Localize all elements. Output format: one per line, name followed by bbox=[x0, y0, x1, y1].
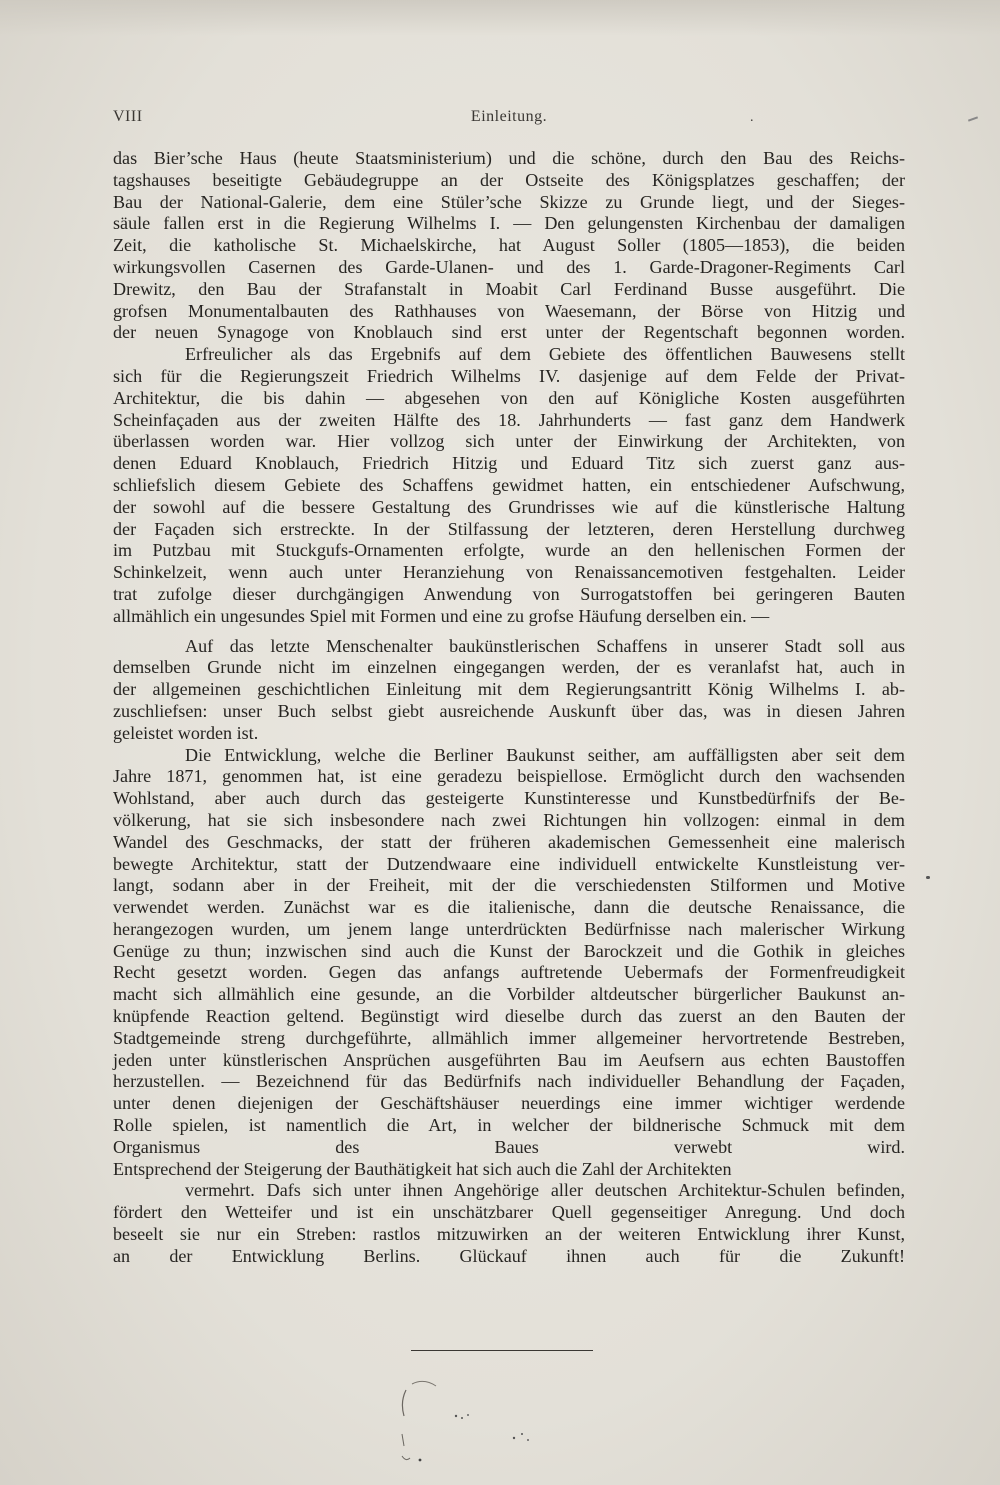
text-line: unter denen diejenigen der Geschäftshäuser neuerdings eine immer wichtiger werdende bbox=[113, 1093, 905, 1114]
text-line: der sowohl auf die bessere Gestaltung des Grundrisses wie auf die künstlerische Haltung bbox=[113, 496, 905, 517]
text-line: geleistet worden ist. bbox=[113, 722, 259, 743]
text-line: beseelt sie nur ein Streben: rastlos mitzuwirken an der weiteren Entwicklung ihrer Kunst, bbox=[113, 1224, 905, 1245]
text-line: tagshauses beseitigte Gebäudegruppe an der Ostseite des Königsplatzes geschaffen; der bbox=[113, 169, 905, 190]
text-line: langt, sodann aber in der Freiheit, mit der die verschiedensten Stilformen und Motive bbox=[113, 875, 905, 896]
text-line: Scheinfaçaden aus der zweiten Hälfte des 18. Jahrhunderts — fast ganz dem Handwerk bbox=[113, 409, 905, 430]
text-line: fördert den Wetteifer und ist ein unschätzbarer Quell gegenseitiger Anregung. Und doch bbox=[113, 1202, 905, 1223]
text-line: Stadtgemeinde streng durchgeführte, allmählich immer allgemeiner hervortretende Bestreben, bbox=[113, 1027, 905, 1048]
text-line: grofsen Monumentalbauten des Rathhauses von Waesemann, der Börse von Hitzig und bbox=[113, 300, 905, 321]
text-line: knüpfende Reaction geltend. Begünstigt wird dieselbe durch das zuerst an den Bauten der bbox=[113, 1006, 905, 1027]
paragraph-first-line: vermehrt. Dafs sich unter ihnen Angehörige aller deutschen Architektur-Schulen befinden, bbox=[185, 1180, 905, 1201]
text-line: allmählich ein ungesundes Spiel mit Formen und eine zu grofse Häufung derselben ein. — bbox=[113, 605, 770, 626]
text-line: sich für die Regierungszeit Friedrich Wilhelms IV. dasjenige auf dem Felde der Privat- bbox=[113, 365, 905, 386]
text-line: Genüge zu thun; inzwischen sind auch die Kunst der Barockzeit und die Gothik in gleiches bbox=[113, 940, 905, 961]
text-line: Schinkelzeit, wenn auch unter Heranziehung von Renaissancemotiven festgehalten. Leider bbox=[113, 562, 905, 583]
text-line: trat zufolge dieser durchgängigen Anwendung von Surrogatstoffen bei geringeren Bauten bbox=[113, 583, 905, 604]
running-head: Einleitung. bbox=[470, 108, 548, 125]
page-header bbox=[113, 108, 905, 132]
text-line: Recht gesetzt worden. Gegen das anfangs auftretende Uebermafs der Formenfreudigkeit bbox=[113, 962, 905, 983]
text-line: Jahre 1871, genommen hat, ist eine geradezu beispiellose. Ermöglicht durch den wachsenden bbox=[113, 766, 905, 787]
scan-speck bbox=[968, 116, 978, 121]
text-line: Rolle spielen, ist namentlich die Art, in welcher der bildnerische Schmuck mit dem bbox=[113, 1115, 905, 1136]
text-line: Organismus des Baues verwebt wird. bbox=[113, 1136, 905, 1157]
text-line: das Bier’sche Haus (heute Staatsministerium) und die schöne, durch den Bau des Reichs- bbox=[113, 148, 905, 168]
text-line: völkerung, hat sie sich insbesondere nach zwei Richtungen hin vollzogen: einmal in dem bbox=[113, 809, 905, 830]
text-line: herangezogen wurden, um jenem lange unterdrückten Bedürfnisse nach malerischer Wirkung bbox=[113, 918, 905, 939]
text-line: demselben Grunde nicht im einzelnen eingegangen werden, der es veranlafst hat, auch in bbox=[113, 657, 905, 678]
text-line: Entsprechend der Steigerung der Bauthätigkeit hat sich auch die Zahl der Architekten bbox=[113, 1158, 732, 1179]
scan-shadow bbox=[0, 0, 1000, 36]
paragraph-first-line: Die Entwicklung, welche die Berliner Baukunst seither, am auffälligsten aber seit dem bbox=[185, 744, 905, 765]
text-line: Wandel des Geschmacks, der statt der früheren akademischen Gemessenheit eine malerisch bbox=[113, 831, 905, 852]
paragraph-first-line: Auf das letzte Menschenalter baukünstlerischen Schaffens in unserer Stadt soll aus bbox=[185, 635, 905, 656]
text-line: denen Eduard Knoblauch, Friedrich Hitzig und Eduard Titz sich zuerst ganz aus- bbox=[113, 453, 905, 474]
text-line: an der Entwicklung Berlins. Glückauf ihnen auch für die Zukunft! bbox=[113, 1245, 905, 1266]
text-line: Architektur, die bis dahin — abgesehen von den auf Königliche Kosten ausgeführten bbox=[113, 387, 905, 408]
text-line: Drewitz, den Bau der Strafanstalt in Moabit Carl Ferdinand Busse ausgeführt. Die bbox=[113, 278, 905, 299]
text-line: der neuen Synagoge von Knoblauch sind erst unter der Regentschaft begonnen worden. bbox=[113, 322, 905, 343]
text-line: der Façaden sich erstreckte. In der Stilfassung der letzteren, deren Herstellung durchweg bbox=[113, 518, 905, 539]
text-line: zuschliefsen: unser Buch selbst giebt ausreichende Auskunft über das, was in diesen Jahren bbox=[113, 700, 905, 721]
text-line: säule fallen erst in die Regierung Wilhelms I. — Den gelungensten Kirchenbau der damaligen bbox=[113, 213, 905, 234]
page-number: VIII bbox=[113, 108, 143, 125]
text-line: schliefslich diesem Gebiete des Schaffens gewidmet hatten, ein entschiedener Aufschwung, bbox=[113, 474, 905, 495]
text-line: bewegte Architektur, statt der Dutzendwaare eine individuell entwickelte Kunstleistung ver- bbox=[113, 853, 905, 874]
text-line: überlassen worden war. Hier vollzog sich unter der Einwirkung der Architekten, von bbox=[113, 431, 905, 452]
text-line: Zeit, die katholische St. Michaelskirche, hat August Soller (1805—1853), die beiden bbox=[113, 235, 905, 256]
text-line: jeden unter künstlerischen Ansprüchen ausgeführten Bau im Aeufsern aus echten Baustoffen bbox=[113, 1049, 905, 1070]
text-line: verwendet werden. Zunächst war es die italienische, dann die deutsche Renaissance, die bbox=[113, 897, 905, 918]
text-line: der allgemeinen geschichtlichen Einleitung mit dem Regierungsantritt König Wilhelms I. ab- bbox=[113, 679, 905, 700]
text-line: herzustellen. — Bezeichnend für das Bedürfnifs nach individueller Behandlung der Façaden, bbox=[113, 1071, 905, 1092]
paragraph-first-line: Erfreulicher als das Ergebnifs auf dem Gebiete des öffentlichen Bauwesens stellt bbox=[185, 344, 905, 365]
text-line: macht sich allmählich eine gesunde, an die Vorbilder altdeutscher bürgerlicher Baukunst an- bbox=[113, 984, 905, 1005]
body-text bbox=[113, 148, 905, 1268]
closing-rule bbox=[411, 1350, 593, 1351]
text-line: im Putzbau mit Stuckgufs-Ornamenten erfolgte, wurde an den hellenischen Formen der bbox=[113, 540, 905, 561]
text-line: wirkungsvollen Casernen des Garde-Ulanen- und des 1. Garde-Dragoner-Regiments Carl bbox=[113, 256, 905, 277]
stray-dot: . bbox=[750, 110, 754, 125]
margin-mark bbox=[926, 876, 930, 879]
paragraph-gap bbox=[113, 628, 905, 636]
text-line: Wohlstand, aber auch durch das gesteigerte Kunstinteresse und Kunstbedürfnifs der Be- bbox=[113, 788, 905, 809]
faded-stamp bbox=[396, 1372, 556, 1472]
text-line: Bau der National-Galerie, dem eine Stüler’sche Skizze zu Grunde liegt, und der Sieges- bbox=[113, 191, 905, 212]
